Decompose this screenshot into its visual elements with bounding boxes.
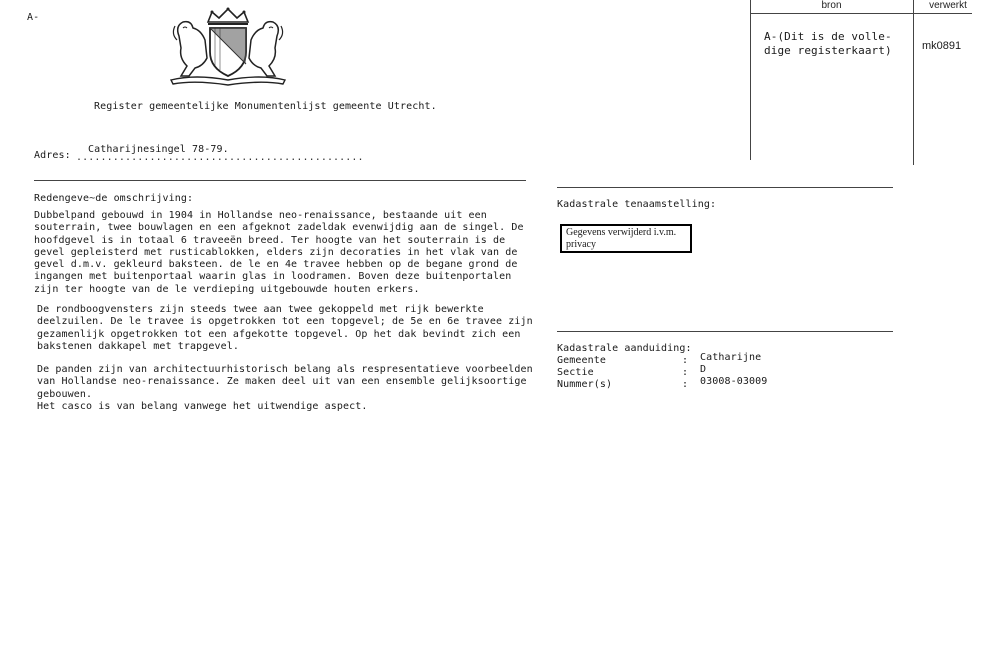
- description-paragraph-2: [37, 304, 533, 353]
- aanduiding-label-nummers: Nummer(s): [557, 379, 613, 390]
- coat-of-arms-emblem: [165, 6, 291, 86]
- description-line: bakstenen dakkapel met trapgevel.: [37, 340, 239, 352]
- description-line: souterrain, twee bouwlagen en een afgeknot zadeldak evenwijdig aan de singel. De: [34, 222, 524, 234]
- source-box-divider: [913, 0, 914, 165]
- corner-mark: A-: [27, 12, 40, 23]
- description-line: gevel d.m.v. gekleurd baksteen. de le en 4e travee hebben op de begane grond de: [34, 259, 518, 271]
- aanduiding-value-sectie: D: [700, 364, 707, 375]
- aanduiding-label-gemeente: Gemeente: [557, 355, 606, 366]
- bron-text-line-1: A-(Dit is de volle-: [764, 30, 892, 43]
- aanduiding-value-nummers: 03008-03009: [700, 376, 768, 387]
- address-label: Adres:: [34, 150, 71, 161]
- description-line: De rondboogvensters zijn steeds twee aan twee gekoppeld met rijk bewerkte: [37, 304, 484, 315]
- register-title: Register gemeentelijke Monumentenlijst gemeente Utrecht.: [94, 101, 437, 112]
- verwerkt-code: mk0891: [922, 40, 962, 52]
- bron-header: bron: [821, 0, 842, 11]
- description-line: deelzuilen. De le travee is opgetrokken tot een topgevel; de 5e en 6e travee zijn: [37, 316, 533, 328]
- description-line: zijn ter hoogte van de le verdieping uitgebouwde houten erkers.: [34, 283, 420, 295]
- privacy-notice-text: Gegevens verwijderd i.v.m. privacy: [566, 227, 677, 250]
- description-paragraph-3: [37, 364, 533, 413]
- tenaamstelling-top-rule: [557, 187, 893, 188]
- aanduiding-value-gemeente: Catharijne: [700, 352, 762, 363]
- aanduiding-sep: :: [682, 367, 689, 378]
- description-line: hoofdgevel is in totaal 6 traveeën breed. Ter hoogte van het souterrain is de: [34, 234, 506, 246]
- tenaamstelling-heading: Kadastrale tenaamstelling:: [557, 199, 717, 210]
- aanduiding-sep: :: [682, 355, 689, 366]
- bron-text-line-2: dige registerkaart): [764, 44, 892, 57]
- description-line: Het casco is van belang vanwege het uitwendige aspect.: [37, 400, 368, 412]
- aanduiding-heading: Kadastrale aanduiding:: [557, 343, 692, 354]
- description-line: gebouwen.: [37, 388, 93, 400]
- aanduiding-sep: :: [682, 379, 689, 390]
- description-line: Dubbelpand gebouwd in 1904 in Hollandse neo-renaissance, bestaande uit een: [34, 210, 487, 221]
- description-line: gevel gepleisterd met rusticablokken, elders zijn decoraties in het vlak van de: [34, 246, 518, 258]
- verwerkt-header: verwerkt: [929, 0, 967, 11]
- description-line: gezamenlijk opgetrokken tot een afgekotte topgevel. Op het dak bevindt zich een: [37, 328, 521, 340]
- description-paragraph-1: [34, 210, 524, 296]
- source-box-header-rule: [750, 13, 972, 14]
- source-box-left-border: [750, 0, 751, 160]
- description-line: De panden zijn van architectuurhistorisch belang als respresentatieve voorbeelden: [37, 364, 533, 375]
- description-line: ingangen met buitenportaal waarin glas in loodramen. Boven deze buitenportalen: [34, 271, 512, 283]
- description-line: van Hollandse neo-renaissance. Ze maken deel uit van een ensemble gelijksoortige: [37, 376, 527, 388]
- address-dotted-line: ...............................................: [76, 152, 364, 163]
- privacy-notice-box: [560, 224, 692, 253]
- description-top-rule: [34, 180, 526, 181]
- description-heading: Redengeve~de omschrijving:: [34, 193, 194, 204]
- address-value: Catharijnesingel 78-79.: [88, 144, 229, 155]
- aanduiding-label-sectie: Sectie: [557, 367, 594, 378]
- aanduiding-top-rule: [557, 331, 893, 332]
